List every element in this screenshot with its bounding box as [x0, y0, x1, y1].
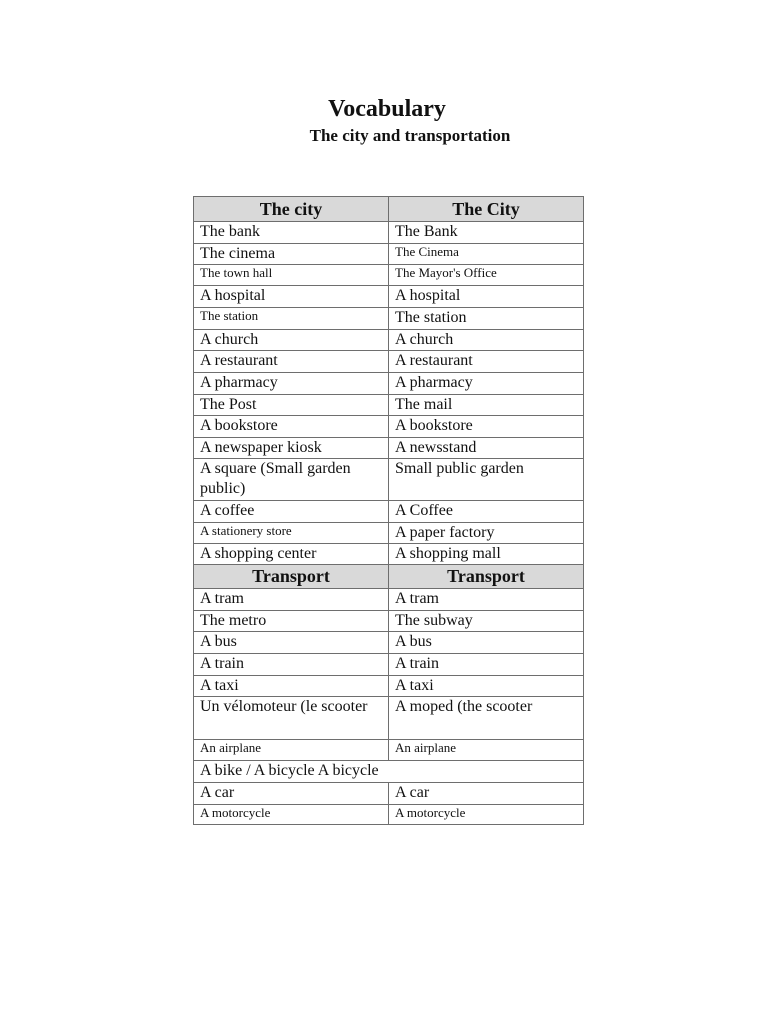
table-row [194, 783, 584, 805]
cell-left: A square (Small garden public) [194, 459, 389, 501]
cell-left: A car [194, 783, 389, 805]
cell-left: A church [194, 330, 389, 351]
header-cell: The city [194, 197, 389, 222]
table-row [194, 611, 584, 632]
cell-right: Small public garden [389, 459, 584, 501]
cell-left: A newspaper kiosk [194, 438, 389, 459]
cell-right: The subway [389, 611, 584, 632]
table-row [194, 416, 584, 438]
cell-left: A bus [194, 632, 389, 654]
table-row [194, 740, 584, 761]
cell-right: The Bank [389, 222, 584, 244]
cell-right: A hospital [389, 286, 584, 308]
cell-right: A bookstore [389, 416, 584, 438]
table-row [194, 308, 584, 330]
cell-right: A shopping mall [389, 544, 584, 565]
header-cell: Transport [194, 565, 389, 589]
cell-right: A motorcycle [389, 805, 584, 825]
table-row [194, 697, 584, 740]
table-row [194, 805, 584, 825]
table-row-merged [194, 761, 584, 783]
cell-left: The cinema [194, 244, 389, 265]
cell-left: A shopping center [194, 544, 389, 565]
cell-right: A moped (the scooter [389, 697, 584, 740]
cell-right: A church [389, 330, 584, 351]
table-header-row [194, 197, 584, 222]
cell-right: The Cinema [389, 244, 584, 265]
cell-left: A pharmacy [194, 373, 389, 395]
cell-left: A motorcycle [194, 805, 389, 825]
cell-left: A stationery store [194, 523, 389, 544]
cell-right: A train [389, 654, 584, 676]
cell-right: An airplane [389, 740, 584, 761]
cell-right: A tram [389, 589, 584, 611]
header-cell: The City [389, 197, 584, 222]
cell-left: A train [194, 654, 389, 676]
table-row [194, 632, 584, 654]
table-row [194, 676, 584, 697]
vocabulary-table [193, 196, 584, 825]
table-row [194, 330, 584, 351]
cell-left: Un vélomoteur (le scooter [194, 697, 389, 740]
cell-left: The metro [194, 611, 389, 632]
document-subtitle: The city and transportation [309, 126, 511, 145]
cell-right: The mail [389, 395, 584, 416]
table-section-header-row [194, 565, 584, 589]
cell-left: A hospital [194, 286, 389, 308]
table-row [194, 501, 584, 523]
cell-right: A newsstand [389, 438, 584, 459]
cell-merged: A bike / A bicycle A bicycle [194, 761, 584, 783]
cell-left: An airplane [194, 740, 389, 761]
cell-left: A restaurant [194, 351, 389, 373]
table-row [194, 395, 584, 416]
document-title: Vocabulary [328, 96, 446, 122]
table-row [194, 286, 584, 308]
table-row [194, 654, 584, 676]
cell-left: A coffee [194, 501, 389, 523]
cell-right: A restaurant [389, 351, 584, 373]
cell-right: A bus [389, 632, 584, 654]
table-row [194, 244, 584, 265]
cell-left: A bookstore [194, 416, 389, 438]
cell-right: A car [389, 783, 584, 805]
table-row [194, 373, 584, 395]
table-row [194, 351, 584, 373]
cell-left: The station [194, 308, 389, 330]
cell-left: A taxi [194, 676, 389, 697]
cell-right: A pharmacy [389, 373, 584, 395]
table-row [194, 265, 584, 286]
cell-left: The bank [194, 222, 389, 244]
table-row [194, 523, 584, 544]
table-row [194, 544, 584, 565]
cell-right: The station [389, 308, 584, 330]
table-row [194, 222, 584, 244]
cell-right: A paper factory [389, 523, 584, 544]
cell-right: The Mayor's Office [389, 265, 584, 286]
cell-right: A taxi [389, 676, 584, 697]
table-row [194, 459, 584, 501]
cell-left: The town hall [194, 265, 389, 286]
table-row [194, 438, 584, 459]
cell-left: A tram [194, 589, 389, 611]
cell-left: The Post [194, 395, 389, 416]
table-row [194, 589, 584, 611]
header-cell: Transport [389, 565, 584, 589]
cell-right: A Coffee [389, 501, 584, 523]
